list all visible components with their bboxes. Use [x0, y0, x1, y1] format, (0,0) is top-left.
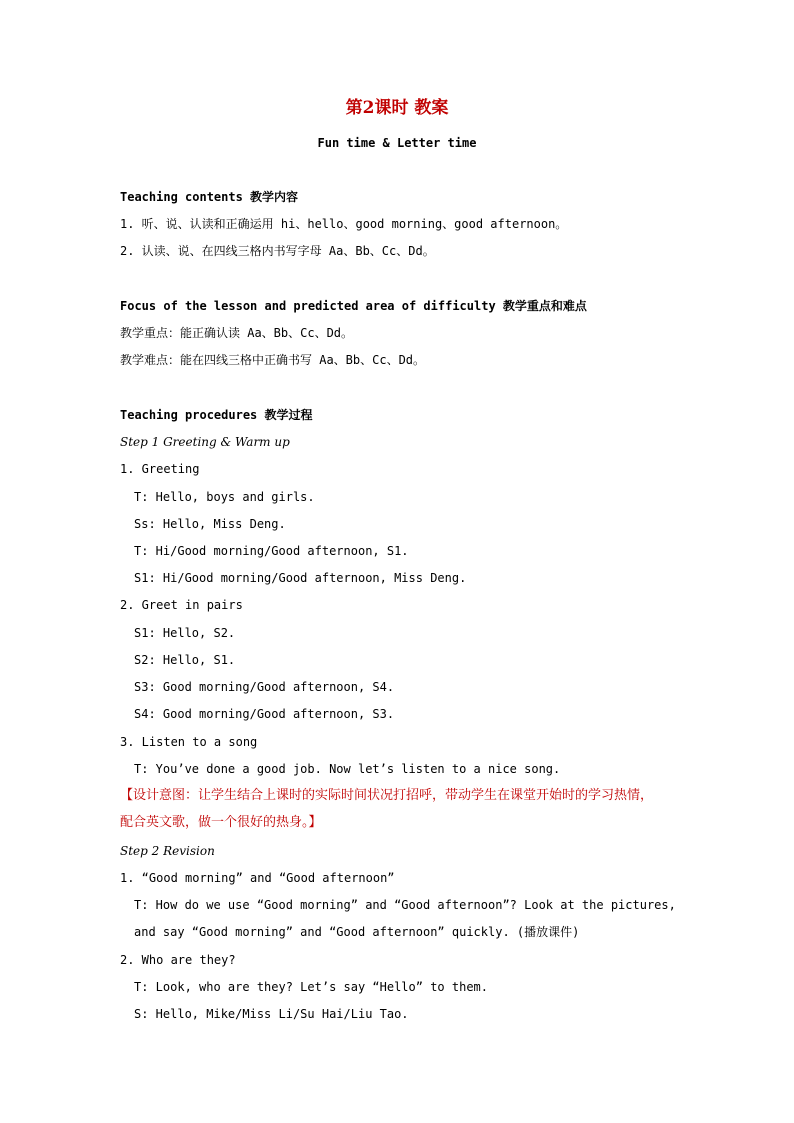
design-intent-note-line-1: 【设计意图：让学生结合上课时的实际时间状况打招呼，带动学生在课堂开始时的学习热情， — [120, 788, 654, 803]
title-lesson-number: 第2课时 — [345, 98, 409, 118]
dialogue-line: S3: Good morning/Good afternoon, S4. — [134, 680, 395, 694]
contents-heading: Teaching contents 教学内容 — [120, 190, 299, 204]
focus-item-2: 教学难点：能在四线三格中正确书写 Aa、Bb、Cc、Dd。 — [120, 353, 426, 367]
step-2-item-2: 2. Who are they? — [120, 953, 236, 967]
dialogue-line: S1: Hello, S2. — [134, 626, 236, 640]
page-title — [0, 96, 794, 120]
contents-item-1: 1. 听、说、认读和正确运用 hi、hello、good morning、good afternoon。 — [120, 217, 568, 231]
step-1-heading: Step 1 Greeting & Warm up — [120, 435, 290, 449]
dialogue-line: T: You’ve done a good job. Now let’s listen to a nice song. — [134, 762, 561, 776]
contents-item-2: 2. 认读、说、在四线三格内书写字母 Aa、Bb、Cc、Dd。 — [120, 244, 435, 258]
procedures-heading: Teaching procedures 教学过程 — [120, 408, 313, 422]
step-1-item-2: 2. Greet in pairs — [120, 598, 243, 612]
dialogue-line: S: Hello, Mike/Miss Li/Su Hai/Liu Tao. — [134, 1007, 409, 1021]
step-2-item-1: 1. “Good morning” and “Good afternoon” — [120, 871, 395, 885]
dialogue-line: S4: Good morning/Good afternoon, S3. — [134, 707, 395, 721]
dialogue-line: and say “Good morning” and “Good afternoon” quickly. (播放课件) — [134, 925, 580, 939]
dialogue-line: T: How do we use “Good morning” and “Good afternoon”? Look at the pictures, — [134, 898, 676, 912]
dialogue-line: T: Hi/Good morning/Good afternoon, S1. — [134, 544, 409, 558]
focus-item-1: 教学重点：能正确认读 Aa、Bb、Cc、Dd。 — [120, 326, 354, 340]
title-lesson-name: 教案 — [414, 98, 449, 118]
step-2-heading: Step 2 Revision — [120, 844, 215, 858]
focus-heading: Focus of the lesson and predicted area of difficulty 教学重点和难点 — [120, 299, 587, 313]
dialogue-line: T: Look, who are they? Let’s say “Hello” to them. — [134, 980, 489, 994]
dialogue-line: T: Hello, boys and girls. — [134, 490, 315, 504]
design-intent-note-line-2: 配合英文歌，做一个很好的热身。】 — [120, 815, 322, 830]
dialogue-line: Ss: Hello, Miss Deng. — [134, 517, 286, 531]
page-subtitle: Fun time & Letter time — [317, 136, 477, 150]
dialogue-line: S2: Hello, S1. — [134, 653, 236, 667]
step-1-item-1: 1. Greeting — [120, 462, 200, 476]
dialogue-line: S1: Hi/Good morning/Good afternoon, Miss Deng. — [134, 571, 467, 585]
step-1-item-3: 3. Listen to a song — [120, 735, 258, 749]
